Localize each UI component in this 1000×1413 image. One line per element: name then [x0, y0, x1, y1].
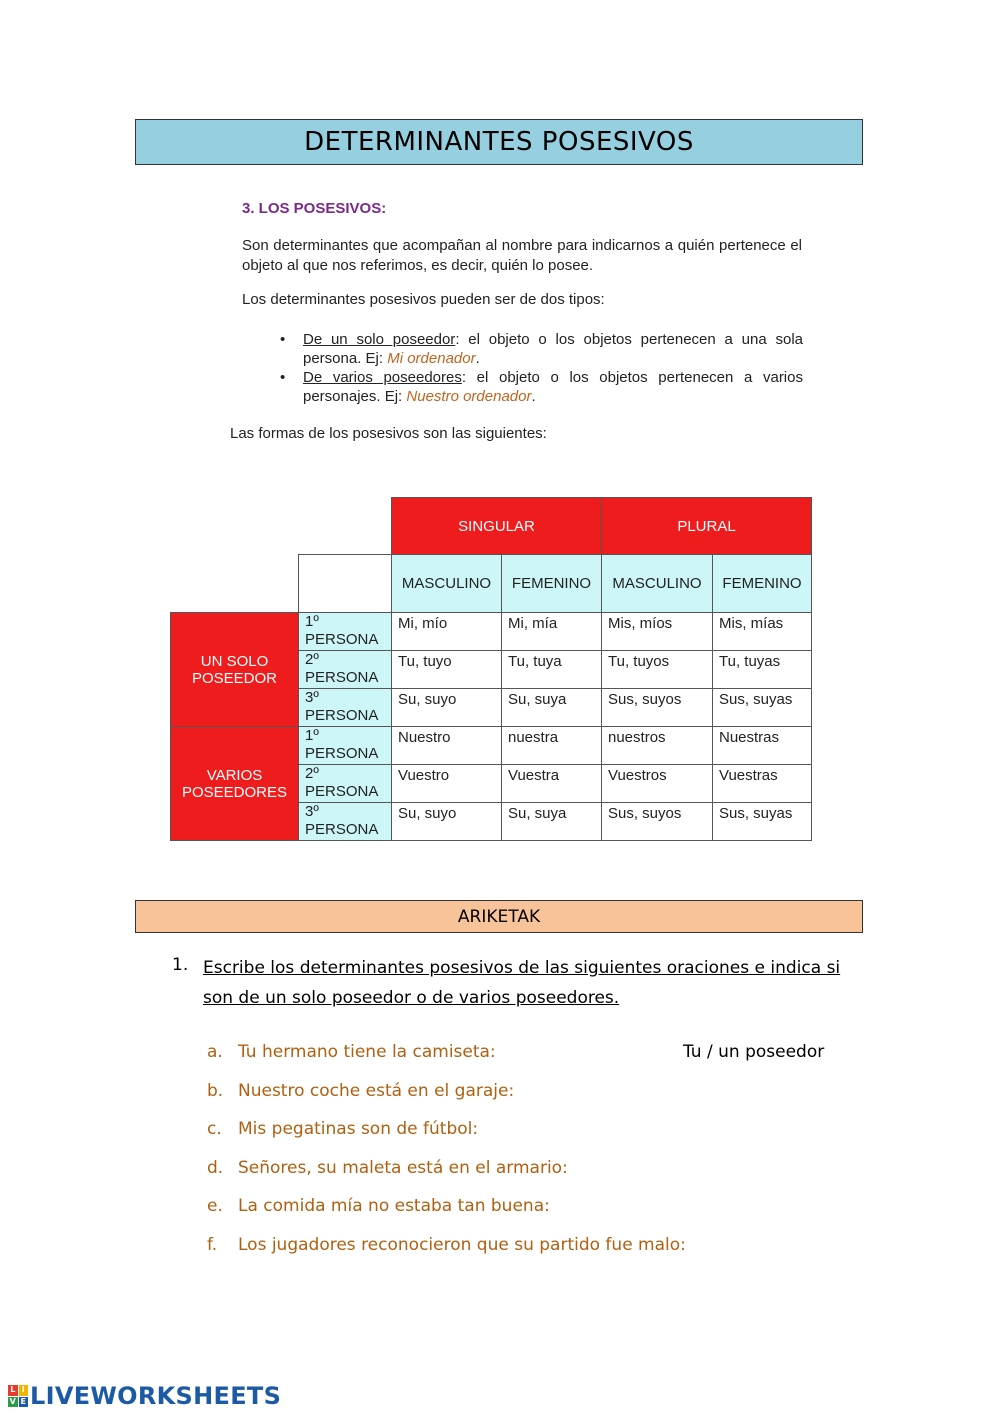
empty-corner [171, 555, 299, 613]
item-letter: a. [207, 1042, 223, 1062]
forms-intro: Las formas de los posesivos son las siguientes: [230, 425, 547, 442]
table-cell: Sus, suyos [602, 803, 713, 841]
liveworksheets-logo-icon [8, 1385, 28, 1407]
list-item [207, 1081, 686, 1120]
table-cell: Vuestro [392, 765, 502, 803]
types-list [278, 330, 803, 406]
exercises-header: ARIKETAK [135, 900, 863, 933]
table-cell: Su, suya [502, 689, 602, 727]
table-cell: Nuestro [392, 727, 502, 765]
page-title: DETERMINANTES POSESIVOS [135, 119, 863, 165]
table-cell: Sus, suyos [602, 689, 713, 727]
empty-header-cell [299, 555, 392, 613]
table-cell: Su, suyo [392, 689, 502, 727]
question-instruction: Escribe los determinantes posesivos de las siguientes oraciones e indica si son de un solo poseedor o de varios poseedores. [203, 958, 841, 1008]
type-example: Mi ordenador [387, 350, 476, 367]
table-cell: Nuestras [713, 727, 812, 765]
section-heading: 3. LOS POSESIVOS: [242, 200, 387, 217]
table-cell: Sus, suyas [713, 803, 812, 841]
person-label: 1º PERSONA [299, 613, 392, 651]
table-cell: nuestra [502, 727, 602, 765]
list-item [207, 1235, 686, 1274]
type-description: : el objeto o los objetos pertenecen a varios personajes. Ej: [303, 369, 803, 405]
table-cell: Tu, tuyo [392, 651, 502, 689]
punctuation: . [475, 350, 480, 367]
table-cell: Mi, mío [392, 613, 502, 651]
table-cell: Tu, tuya [502, 651, 602, 689]
table-cell: Su, suyo [392, 803, 502, 841]
header-singular: SINGULAR [392, 498, 602, 555]
item-letter: c. [207, 1119, 222, 1140]
list-item [207, 1119, 686, 1158]
question-number: 1. [172, 955, 189, 975]
answer-field-a[interactable]: Tu / un poseedor [683, 1042, 825, 1062]
person-label: 3º PERSONA [299, 803, 392, 841]
table-cell: Mis, mías [713, 613, 812, 651]
empty-corner [171, 498, 392, 555]
type-example: Nuestro ordenador [406, 388, 532, 405]
item-letter: f. [207, 1234, 218, 1255]
list-item [207, 1042, 686, 1081]
table-cell: Tu, tuyas [713, 651, 812, 689]
list-item [207, 1196, 686, 1235]
header-gender: MASCULINO [602, 555, 713, 613]
person-label: 3º PERSONA [299, 689, 392, 727]
item-text: Nuestro coche está en el garaje: [238, 1080, 515, 1101]
person-label: 2º PERSONA [299, 765, 392, 803]
header-plural: PLURAL [602, 498, 812, 555]
table-cell: Mi, mía [502, 613, 602, 651]
header-gender: FEMENINO [502, 555, 602, 613]
list-item [207, 1158, 686, 1197]
item-text: Tu hermano tiene la camiseta: [238, 1042, 496, 1062]
types-intro: Los determinantes posesivos pueden ser de dos tipos: [242, 291, 605, 308]
possessives-table [170, 497, 812, 841]
type-description: : el objeto o los objetos pertenecen a una sola persona. Ej: [303, 331, 803, 367]
type-term: De un solo poseedor [303, 331, 456, 348]
item-text: La comida mía no estaba tan buena: [238, 1196, 550, 1217]
item-text: Los jugadores reconocieron que su partido fue malo: [238, 1234, 686, 1255]
list-item [278, 368, 803, 406]
table-row [171, 613, 812, 651]
liveworksheets-logo [8, 1382, 281, 1410]
item-text: Señores, su maleta está en el armario: [238, 1157, 568, 1178]
item-text: Mis pegatinas son de fútbol: [238, 1119, 479, 1140]
list-item [278, 330, 803, 368]
item-letter: b. [207, 1080, 224, 1101]
group-varios-poseedores: VARIOS POSEEDORES [171, 727, 299, 841]
logo-text: LIVEWORKSHEETS [30, 1382, 282, 1410]
item-letter: e. [207, 1196, 223, 1217]
table-cell: Tu, tuyos [602, 651, 713, 689]
table-cell: Mis, míos [602, 613, 713, 651]
table-cell: Sus, suyas [713, 689, 812, 727]
person-label: 1º PERSONA [299, 727, 392, 765]
table-cell: Vuestras [713, 765, 812, 803]
logo-tile: V [9, 1396, 16, 1406]
header-gender: FEMENINO [713, 555, 812, 613]
logo-tile: E [19, 1397, 29, 1408]
table-cell: nuestros [602, 727, 713, 765]
table-row [171, 727, 812, 765]
table-cell: Su, suya [502, 803, 602, 841]
group-un-solo-poseedor: UN SOLO POSEEDOR [171, 613, 299, 727]
definition-paragraph: Son determinantes que acompañan al nombre para indicarnos a quién pertenece el objeto al que nos referimos, es decir, quién lo posee. [242, 237, 802, 274]
person-label: 2º PERSONA [299, 651, 392, 689]
logo-tile: I [19, 1385, 29, 1396]
table-cell: Vuestros [602, 765, 713, 803]
punctuation: . [531, 388, 536, 405]
exercise-items [207, 1042, 686, 1274]
header-gender: MASCULINO [392, 555, 502, 613]
logo-tile: L [8, 1385, 18, 1396]
type-term: De varios poseedores [303, 369, 462, 386]
item-letter: d. [207, 1157, 224, 1178]
table-cell: Vuestra [502, 765, 602, 803]
